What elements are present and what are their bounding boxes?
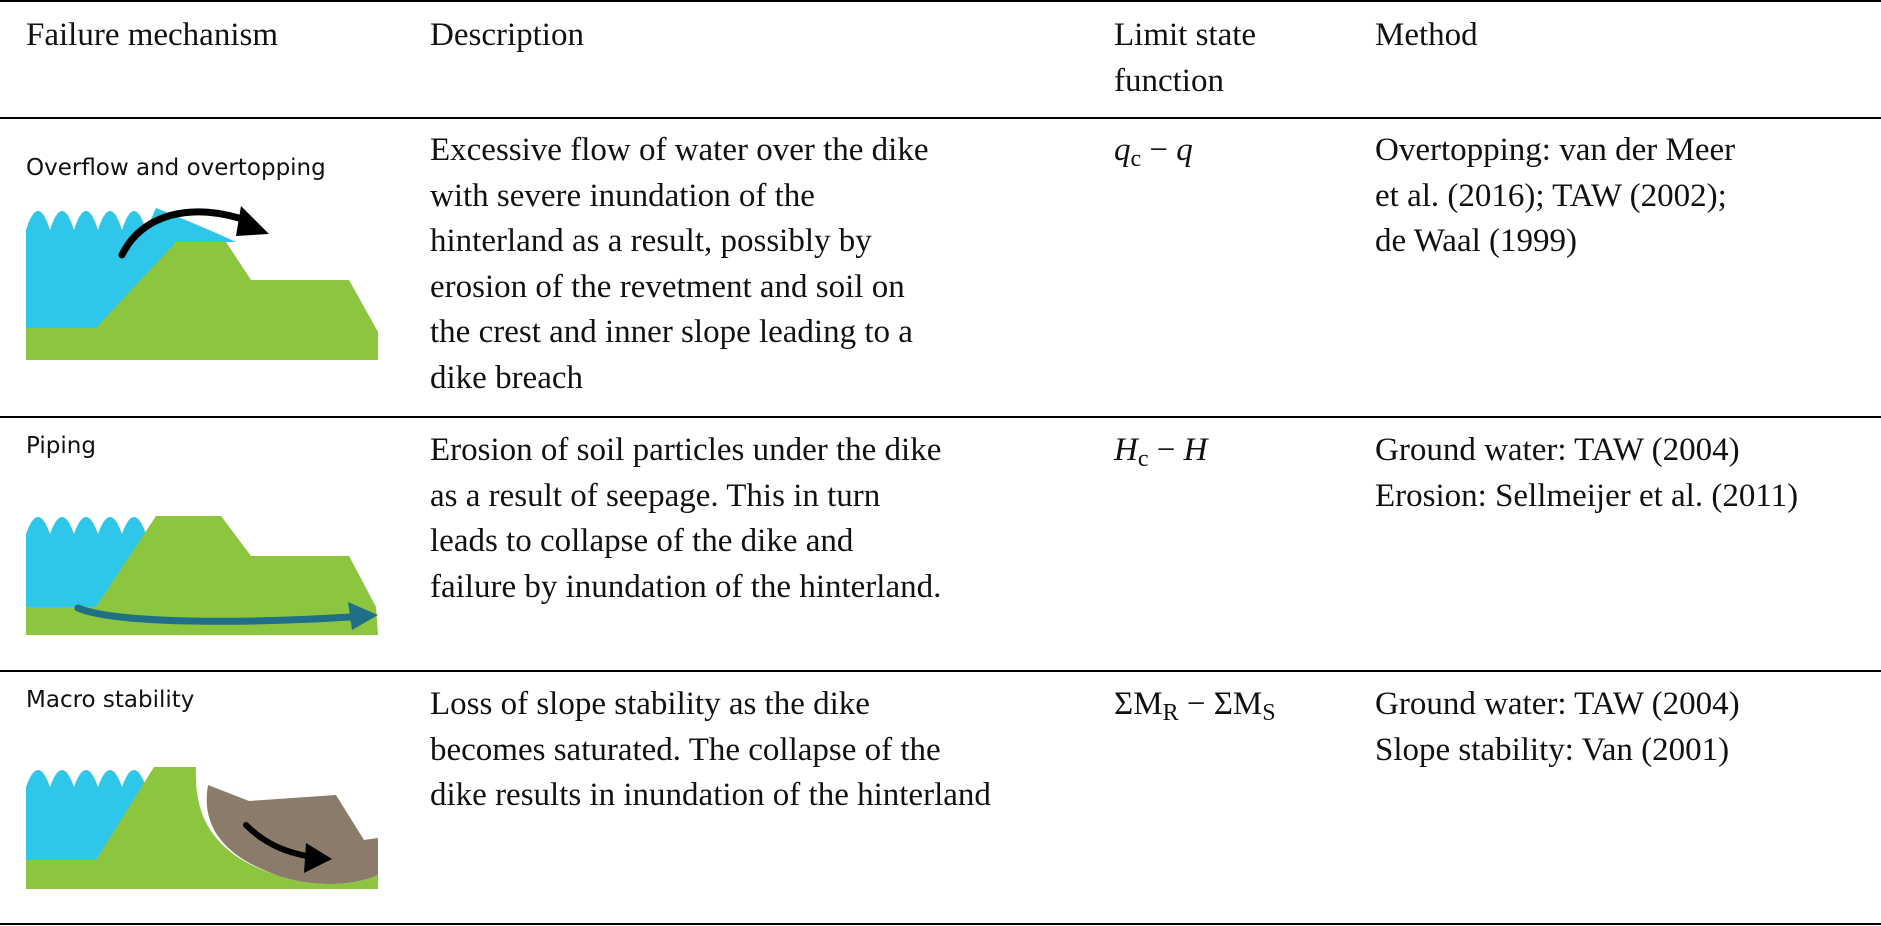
lsf-term-a: ΣM: [1114, 686, 1163, 722]
header-limit-state-line2: function: [1114, 63, 1224, 99]
method-line: et al. (2016); TAW (2002);: [1375, 177, 1727, 214]
description-line: as a result of seepage. This in turn: [430, 477, 881, 514]
row-divider-2: [0, 670, 1881, 672]
lsf-term-b: H: [1183, 432, 1208, 468]
header-limit-state-function: [1114, 12, 1256, 104]
description-line: with severe inundation of the: [430, 177, 815, 214]
method-line: Erosion: Sellmeijer et al. (2011): [1375, 477, 1799, 514]
piping-illustration: [26, 512, 382, 637]
macro-stability-illustration: [26, 765, 382, 891]
description-line: dike results in inundation of the hinterland: [430, 777, 991, 813]
method-piping: [1375, 428, 1798, 519]
header-failure-mechanism: Failure mechanism: [26, 17, 279, 53]
method-line: Overtopping: van der Meer: [1375, 132, 1736, 168]
row-divider-1: [0, 416, 1881, 418]
lsf-term-a: H: [1114, 432, 1138, 468]
description-piping: [430, 428, 941, 610]
mechanism-label-overtopping: Overflow and overtopping: [26, 155, 326, 181]
header-limit-state-line1: Limit state: [1114, 17, 1257, 53]
limit-state-overtopping: [1114, 128, 1193, 177]
lsf-term-b: ΣM: [1213, 686, 1263, 722]
method-line: Ground water: TAW (2004): [1375, 686, 1740, 722]
lsf-sub-a: c: [1137, 446, 1149, 472]
description-line: Erosion of soil particles under the dike: [430, 432, 942, 468]
lsf-operator: −: [1148, 432, 1184, 468]
description-macro-stability: [430, 682, 991, 819]
method-macro-stability: [1375, 682, 1740, 773]
description-line: leads to collapse of the dike and: [430, 523, 854, 559]
limit-state-macro-stability: [1114, 682, 1276, 731]
lsf-operator: −: [1141, 132, 1177, 168]
lsf-sub-a: c: [1130, 146, 1142, 172]
lsf-operator: −: [1178, 686, 1214, 722]
overtopping-illustration: [26, 200, 382, 362]
lsf-term-a: q: [1114, 132, 1131, 168]
method-line: de Waal (1999): [1375, 223, 1577, 259]
header-description: Description: [430, 17, 584, 53]
lsf-term-b: q: [1176, 132, 1193, 168]
method-overtopping: [1375, 128, 1735, 265]
description-line: erosion of the revetment and soil on: [430, 268, 905, 305]
table-top-rule: [0, 0, 1881, 2]
description-line: failure by inundation of the hinterland.: [430, 568, 942, 605]
header-method: Method: [1375, 17, 1478, 53]
method-line: Ground water: TAW (2004): [1375, 432, 1740, 468]
description-line: dike breach: [430, 359, 583, 396]
mechanism-label-macro-stability: Macro stability: [26, 687, 195, 713]
lsf-sub-a: R: [1162, 700, 1179, 726]
lsf-sub-b: S: [1262, 700, 1276, 726]
mechanism-label-piping: Piping: [26, 433, 96, 459]
description-line: becomes saturated. The collapse of the: [430, 731, 941, 768]
description-line: Excessive flow of water over the dike: [430, 132, 929, 168]
description-line: hinterland as a result, possibly by: [430, 223, 872, 259]
header-bottom-rule: [0, 117, 1881, 119]
limit-state-piping: [1114, 428, 1207, 477]
table-bottom-rule: [0, 923, 1881, 925]
description-line: Loss of slope stability as the dike: [430, 686, 870, 722]
method-line: Slope stability: Van (2001): [1375, 731, 1730, 768]
description-overtopping: [430, 128, 928, 401]
overtopping-arrowhead: [236, 206, 269, 236]
description-line: the crest and inner slope leading to a: [430, 314, 913, 350]
